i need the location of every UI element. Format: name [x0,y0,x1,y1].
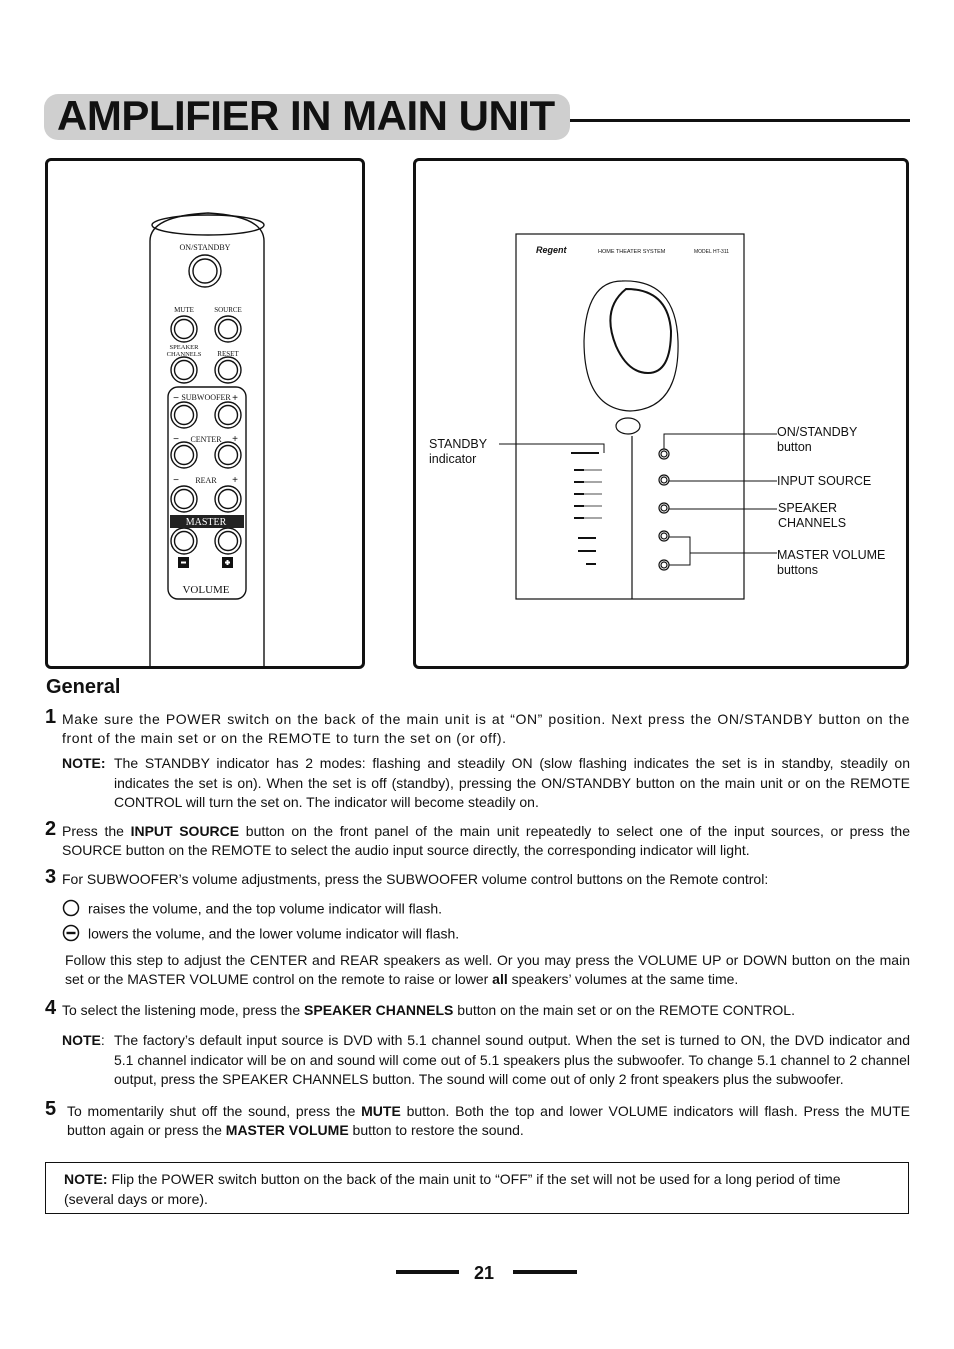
callout-text: indicator [429,452,477,466]
note-label: NOTE [62,1032,101,1048]
remote-label-master: MASTER [185,517,227,528]
svg-text:−: − [173,393,179,404]
text-run: To select the listening mode, press the [62,1002,305,1018]
page-number-rule-left [396,1270,459,1274]
text-run: button on the front panel of the main unit repeatedly to select one of the input sources, or press the SOURCE button on the REMOTE to select the audio input source directly, the corresponding indicator will light. [62,823,910,858]
step-4-text [62,1001,910,1020]
circle-button-icon [62,899,80,921]
text-run: speakers’ volumes at the same time. [507,971,739,987]
callout-text: CHANNELS [778,516,847,530]
text-run-bold: SPEAKER CHANNELS [304,1002,454,1018]
remote-control-drawing [48,161,362,666]
page-number-rule-right [513,1270,577,1274]
raise-text: raises the volume, and the top volume indicator will flash. [88,900,443,917]
callout-standby-indicator [429,437,487,467]
panel-system-name: HOME THEATER SYSTEM [598,249,666,255]
step-5-text [67,1102,910,1140]
callout-input-source: INPUT SOURCE [777,474,872,488]
svg-text:+: + [232,475,238,486]
front-panel-drawing [416,161,906,666]
page-number: 21 [473,1263,495,1283]
step-3-lower-line [62,924,459,946]
step-2-text [62,822,910,860]
remote-label-rear: REAR [195,476,217,485]
step-number: 5 [45,1098,57,1120]
svg-text:+: + [232,434,238,445]
remote-label-source: SOURCE [214,306,242,314]
remote-label-speaker: SPEAKER [169,344,199,351]
text-run-bold: INPUT SOURCE [130,823,240,839]
note-text: The factory’s default input source is DVD with 5.1 channel sound output. When the set is turned to ON, the DVD indicator and 5.1 channel indicator will be on and sound will come out of 5.1 speakers plus the subwoofer. To change 5.1 channel to 2 channel output, press the SPEAKER CHANNELS button. The sound will come out of only 2 front speakers plus the subwoofer. [114,1032,910,1087]
step-3-text: For SUBWOOFER’s volume adjustments, press the SUBWOOFER volume control buttons on the Remote control: [62,871,769,887]
callout-speaker-channels [778,501,846,531]
panel-model: MODEL HT-311 [694,249,730,255]
step-1-text: Make sure the POWER switch on the back of the main unit is at “ON” position. Next press the ON/STANDBY button on the front of the main set or on the REMOTE to turn the set on (or off). [62,711,910,746]
page-title: AMPLIFIER IN MAIN UNIT [57,92,555,139]
lower-text: lowers the volume, and the lower volume indicator will flash. [88,925,460,942]
text-run: button to restore the sound. [348,1122,524,1138]
step-number: 2 [45,818,57,840]
step-number: 4 [45,997,57,1019]
callout-text: SPEAKER [778,501,838,515]
footer-note [64,1169,894,1209]
callout-text: ON/STANDBY [777,425,858,439]
remote-label-mute: MUTE [174,306,194,314]
text-run: To momentarily shut off the sound, press the [67,1103,362,1119]
step-1-note [62,754,910,810]
title-rule [570,119,910,122]
step-3-raise-line [62,899,442,921]
remote-label-subwoofer: SUBWOOFER [181,393,231,402]
callout-text: button [777,440,812,454]
note-text: The STANDBY indicator has 2 modes: flashing and steadily ON (slow flashing indicates the set is in standby, steadily on indicates the set is on). When the set is off (standby), pressing the ON/STANDBY button on the main unit or on the REMOTE CONTROL will turn the set on. The indicator will become steadily on. [114,755,910,810]
callout-text: buttons [777,563,819,577]
step-number: 1 [45,706,57,728]
callout-master-volume [777,548,885,578]
text-run-bold: MUTE [361,1103,401,1119]
text-run-bold: MASTER VOLUME [225,1122,349,1138]
remote-label-volume: VOLUME [182,584,230,596]
step-3-follow-text [65,951,910,989]
callout-on-standby-button [777,425,857,455]
text-run: button. Both the top and lower VOLUME indicators will flash. Press the MUTE button again or press the [67,1103,910,1138]
main-unit-figure [413,158,909,669]
callout-text: MASTER VOLUME [777,548,886,562]
section-heading: General [46,676,121,698]
remote-label-reset: RESET [217,350,239,358]
svg-text:−: − [173,475,179,486]
svg-text:−: − [173,434,179,445]
remote-label-channels: CHANNELS [166,351,202,358]
note-label: NOTE: [64,1171,108,1187]
step-number: 3 [45,866,57,888]
text-run-bold: all [492,971,508,987]
step-4-note: NOTE: The factory’s default input source is DVD with 5.1 channel sound output. When the set is turned to ON, the DVD indicator and 5.1 channel indicator will be on and sound will come out of 5.1 speakers plus the subwoofer. To change 5.1 channel to 2 channel output, press the SPEAKER CHANNELS button. The sound will come out of only 2 front speakers plus the subwoofer. [62,1031,910,1051]
text-run: button on the main set or on the REMOTE CONTROL. [453,1002,795,1018]
remote-label-center: CENTER [190,435,222,444]
callout-text: STANDBY [429,437,488,451]
svg-text:+: + [232,393,238,404]
note-text: Flip the POWER switch button on the back of the main unit to “OFF” if the set will not be used for a long period of time (several days or more). [64,1171,841,1207]
minus-button-icon [62,924,80,946]
remote-label-on-standby: ON/STANDBY [179,243,231,252]
remote-figure [45,158,365,669]
text-run: Follow this step to adjust the CENTER and REAR speakers as well. Or you may press the VOLUME UP or DOWN button on the main set or the MASTER VOLUME control on the remote to raise or lower [65,952,910,987]
panel-brand: Regent [536,245,567,255]
text-run: Press the [62,823,131,839]
note-label: NOTE: [62,755,106,771]
